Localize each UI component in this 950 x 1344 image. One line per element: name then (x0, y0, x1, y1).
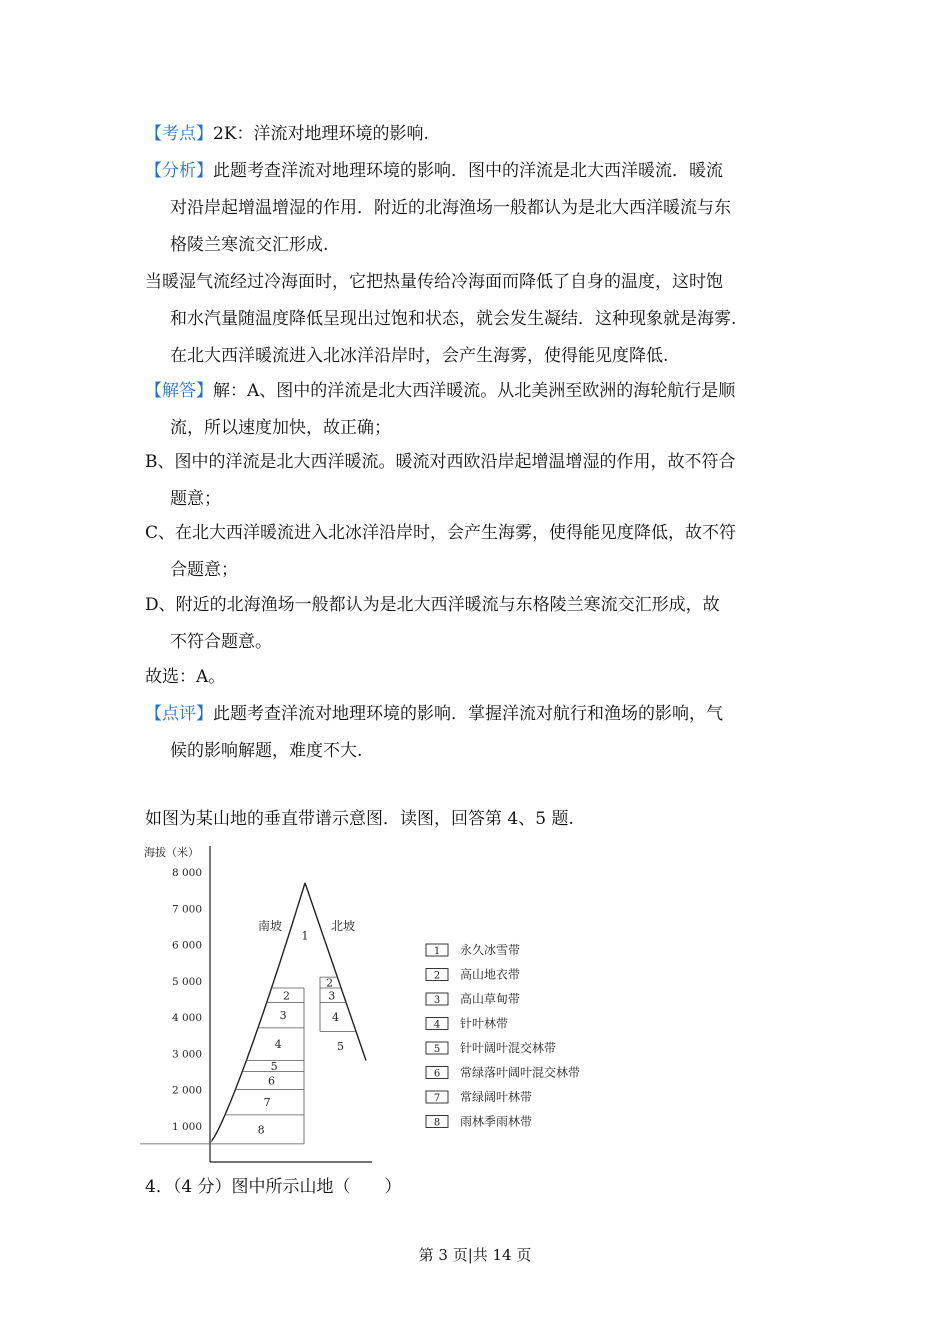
y-tick-label: 4 000 (171, 1012, 202, 1024)
legend-label: 针叶林带 (460, 1016, 509, 1031)
question-4: 4．（4 分）图中所示山地（ ） (145, 1177, 402, 1197)
dianping-tag: 【点评】 (145, 704, 213, 724)
jieda-line-8: 不符合题意。 (170, 632, 272, 652)
fenxi-extra-3: 在北大西洋暖流进入北冰洋沿岸时，会产生海雾，使得能见度降低. (170, 346, 669, 366)
question-intro: 如图为某山地的垂直带谱示意图．读图，回答第 4、5 题. (145, 809, 574, 829)
y-tick-label: 3 000 (171, 1048, 202, 1061)
south-belt-label: 2 (283, 989, 291, 1003)
legend-id: 8 (433, 1117, 441, 1129)
jieda-line-4: 题意； (170, 489, 221, 509)
legend-label: 高山草甸带 (460, 992, 521, 1006)
y-tick-label: 1 000 (171, 1120, 202, 1133)
vertical-zonation-diagram (140, 836, 620, 1176)
fenxi-extra-1: 当暖湿气流经过冷海面时，它把热量传给冷海面而降低了自身的温度，这时饱 (145, 272, 723, 292)
page-footer: 第 3 页|共 14 页 (418, 1246, 532, 1264)
dianping-line-2: 候的影响解题，难度不大. (170, 741, 363, 761)
legend-label: 常绿落叶阔叶混交林带 (460, 1065, 581, 1080)
dianping-line-1 (145, 703, 723, 725)
legend-label: 常绿阔叶林带 (460, 1090, 533, 1104)
kaodian-line (145, 123, 429, 145)
south-belt-label: 7 (263, 1096, 271, 1110)
dianping-text-1: 此题考查洋流对地理环境的影响．掌握洋流对航行和渔场的影响，气 (213, 704, 723, 724)
legend-label: 高山地衣带 (460, 967, 521, 982)
north-belt-label: 3 (328, 989, 336, 1003)
y-tick-label: 8 000 (171, 867, 202, 879)
kaodian-tag: 【考点】 (145, 124, 213, 144)
y-tick-label: 5 000 (171, 975, 202, 988)
jieda-line-7: D、附近的北海渔场一般都认为是北大西洋暖流与东格陵兰寒流交汇形成，故 (145, 595, 720, 615)
south-belt-label: 1 (301, 929, 309, 943)
y-tick-label: 2 000 (171, 1084, 202, 1097)
jieda-line-3: B、图中的洋流是北大西洋暖流。暖流对西欧沿岸起增温增湿的作用，故不符合 (145, 452, 736, 472)
south-belt-label: 6 (267, 1074, 275, 1088)
y-tick-label: 6 000 (171, 939, 202, 952)
y-axis-label: 海拔（米） (144, 846, 199, 859)
south-belt-label: 3 (279, 1009, 287, 1023)
jieda-text-1: 解：A、图中的洋流是北大西洋暖流。从北美洲至欧洲的海轮航行是顺 (213, 381, 736, 401)
legend-label: 永久冰雪带 (460, 943, 521, 957)
legend-label: 雨林季雨林带 (460, 1114, 533, 1129)
legend-id: 6 (433, 1068, 441, 1080)
jieda-tag: 【解答】 (145, 381, 213, 401)
legend-id: 2 (433, 970, 441, 982)
north-belt-label: 5 (337, 1040, 345, 1053)
jieda-line-1 (145, 380, 735, 402)
legend-label: 针叶阔叶混交林带 (460, 1041, 557, 1055)
legend-id: 1 (433, 946, 441, 957)
legend-id: 3 (433, 995, 441, 1006)
south-slope-label: 南坡 (257, 919, 283, 933)
fenxi-line-3: 格陵兰寒流交汇形成. (170, 235, 329, 255)
jieda-line-2: 流，所以速度加快，故正确； (170, 418, 391, 438)
fenxi-line-2: 对沿岸起增温增湿的作用．附近的北海渔场一般都认为是北大西洋暖流与东 (170, 198, 731, 218)
legend-id: 7 (433, 1093, 441, 1104)
legend-id: 5 (433, 1044, 441, 1055)
jieda-line-9: 故选：A。 (145, 667, 226, 687)
south-belt-label: 8 (257, 1123, 265, 1137)
jieda-line-5: C、在北大西洋暖流进入北冰洋沿岸时，会产生海雾，使得能见度降低，故不符 (145, 523, 737, 543)
fenxi-line-1 (145, 160, 723, 182)
south-belt-label: 5 (270, 1059, 278, 1073)
north-belt-label: 2 (326, 976, 334, 990)
fenxi-tag: 【分析】 (145, 161, 213, 181)
jieda-line-6: 合题意； (170, 560, 238, 580)
north-slope-label: 北坡 (330, 919, 356, 933)
fenxi-text-1: 此题考查洋流对地理环境的影响．图中的洋流是北大西洋暖流．暖流 (213, 161, 723, 181)
south-belt-label: 4 (274, 1038, 282, 1052)
north-belt-label: 4 (332, 1011, 340, 1024)
fenxi-extra-2: 和水汽量随温度降低呈现出过饱和状态，就会发生凝结．这种现象就是海雾. (170, 309, 737, 329)
kaodian-text: 2K：洋流对地理环境的影响. (213, 124, 429, 144)
y-tick-label: 7 000 (171, 903, 202, 916)
legend-id: 4 (433, 1019, 441, 1031)
